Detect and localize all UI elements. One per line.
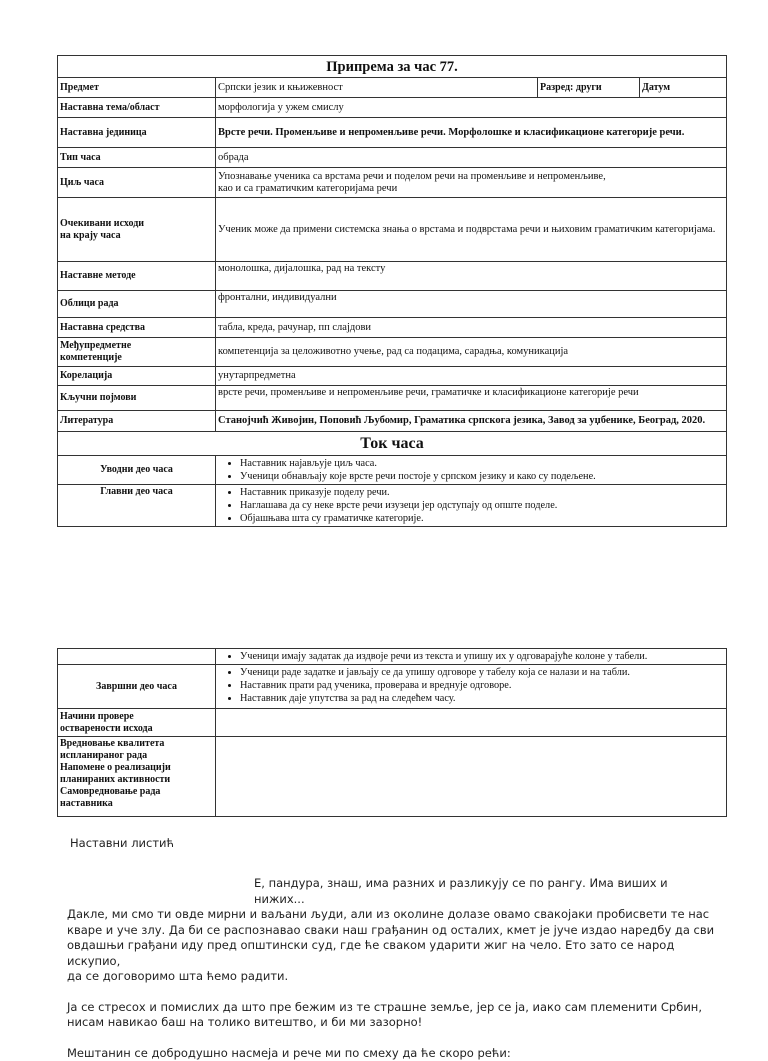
paragraph-line: да се договоримо шта ћемо радити. <box>67 969 720 985</box>
assessment-label-1: Начини провере <box>60 711 213 723</box>
teaching-aids-value: табла, креда, рачунар, пп слајдови <box>216 318 727 338</box>
topic-label: Наставна тема/област <box>58 98 216 118</box>
unit-value: Врсте речи. Променљиве и непроменљиве речи. Морфолошке и класификационе категорије речи. <box>216 118 727 148</box>
literature-value: Станојчић Живојин, Поповић Љубомир, Граматика српскога језика, Завод за уџбенике, Београд, 2020. <box>216 411 727 432</box>
goal-label: Циљ часа <box>58 168 216 198</box>
goal-line-1: Упознавање ученика са врстама речи и поделом речи на променљиве и непроменљиве, <box>218 171 724 183</box>
list-item: • Ученици имају задатак да издвоје речи из текста и упишу их у одговарајуће колоне у табели. <box>240 650 724 663</box>
list-item: • Наставник најављује циљ часа. <box>240 457 724 470</box>
worksheet-text <box>70 876 720 1061</box>
lesson-plan-table <box>57 55 727 527</box>
paragraph-first-line: Е, пандура, знаш, има разних и разликују се по рангу. Има виших и нижих... <box>70 876 720 907</box>
paragraph-line: Дакле, ми смо ти овде мирни и ваљани људи, али из околине долазе овамо свакојаки пробисвети те нас <box>67 907 720 923</box>
list-item: • Објашњава шта су граматичке категорије. <box>240 512 724 525</box>
outcomes-label-1: Очекивани исходи <box>60 218 213 230</box>
intro-part-label: Уводни део часа <box>58 456 216 485</box>
outcomes-value: Ученик може да примени системска знања о врстама и подврстама речи и њиховим граматичким категоријама. <box>216 198 727 262</box>
evaluation-label <box>58 737 216 817</box>
lesson-type-label: Тип часа <box>58 148 216 168</box>
lesson-type-value: обрада <box>216 148 727 168</box>
literature-label: Литература <box>58 411 216 432</box>
competences-label <box>58 338 216 367</box>
correlation-label: Корелација <box>58 367 216 386</box>
main-part-content <box>216 485 727 527</box>
assessment-label-2: остварености исхода <box>60 723 213 735</box>
teaching-aids-label: Наставна средства <box>58 318 216 338</box>
list-item: • Наставник приказује поделу речи. <box>240 486 724 499</box>
main-part-label: Главни део часа <box>58 485 216 527</box>
main-list-cont <box>218 650 724 663</box>
assessment-label <box>58 709 216 737</box>
main-part-content-cont <box>216 649 727 665</box>
evaluation-label-2: испланираног рада <box>60 750 213 762</box>
evaluation-value <box>216 737 727 817</box>
work-forms-label: Облици рада <box>58 291 216 318</box>
key-terms-value: врсте речи, променљиве и непроменљиве речи, граматичке и класификационе категорије речи <box>216 386 727 411</box>
main-part-label-cont <box>58 649 216 665</box>
goal-line-2: као и са граматичким категоријама речи <box>218 183 724 195</box>
evaluation-label-3: Напомене о реализацији <box>60 762 213 774</box>
grade-label: Разред: други <box>538 78 640 98</box>
lesson-flow-title: Ток часа <box>58 432 727 456</box>
goal-value <box>216 168 727 198</box>
plan-title: Припрема за час 77. <box>58 56 727 78</box>
lesson-plan-table-continued <box>57 648 727 817</box>
paragraph-line: кваре и уче злу. Да би се распознавао сваки наш грађанин од осталих, кмет је јуче издао наредбу да сви <box>67 923 720 939</box>
paragraph-line: нисам навикао баш на толико витештво, и би ми зазорно! <box>67 1015 720 1031</box>
evaluation-label-5: Самовредновање рада <box>60 786 213 798</box>
intro-list <box>218 457 724 483</box>
closing-part-label: Завршни део часа <box>58 665 216 709</box>
closing-part-content <box>216 665 727 709</box>
unit-label: Наставна јединица <box>58 118 216 148</box>
list-item: • Ученици обнављају које врсте речи постоје у српском језику и како су подељене. <box>240 470 724 483</box>
competences-label-2: компетенције <box>60 352 213 364</box>
evaluation-label-1: Вредновање квалитета <box>60 738 213 750</box>
topic-value: морфологија у ужем смислу <box>216 98 727 118</box>
closing-list <box>218 666 724 705</box>
methods-value: монолошка, дијалошка, рад на тексту <box>216 262 727 291</box>
evaluation-label-6: наставника <box>60 798 213 810</box>
main-list <box>218 486 724 525</box>
assessment-value <box>216 709 727 737</box>
list-item: • Наглашава да су неке врсте речи изузеци јер одступају од опште поделе. <box>240 499 724 512</box>
paragraph-line: Мештанин се добродушно насмеја и рече ми по смеху да ће скоро рећи: <box>67 1046 720 1061</box>
outcomes-label-2: на крају часа <box>60 230 213 242</box>
evaluation-label-4: планираних активности <box>60 774 213 786</box>
competences-value: компетенција за целоживотно учење, рад са подацима, сарадња, комуникација <box>216 338 727 367</box>
list-item: • Ученици раде задатке и јављају се да упишу одговоре у табелу која се налази и на табли. <box>240 666 724 679</box>
correlation-value: унутарпредметна <box>216 367 727 386</box>
paragraph-line: Ја се стресох и помислих да што пре бежим из те страшне земље, јер се ја, иако сам племенити Србин, <box>67 1000 720 1016</box>
methods-label: Наставне методе <box>58 262 216 291</box>
work-forms-value: фронтални, индивидуални <box>216 291 727 318</box>
worksheet-heading: Наставни листић <box>70 836 720 850</box>
subject-value: Српски језик и књижевност <box>216 78 538 98</box>
key-terms-label: Кључни појмови <box>58 386 216 411</box>
intro-part-content <box>216 456 727 485</box>
competences-label-1: Међупредметне <box>60 340 213 352</box>
paragraph-line: овдашњи грађани иду пред општински суд, где ће сваком ударити жиг на чело. Ето зато се народ искупио, <box>67 938 720 969</box>
subject-label: Предмет <box>58 78 216 98</box>
outcomes-label <box>58 198 216 262</box>
list-item: • Наставник прати рад ученика, проверава и вреднује одговоре. <box>240 679 724 692</box>
date-label: Датум <box>640 78 727 98</box>
list-item: • Наставник даје упутства за рад на следећем часу. <box>240 692 724 705</box>
